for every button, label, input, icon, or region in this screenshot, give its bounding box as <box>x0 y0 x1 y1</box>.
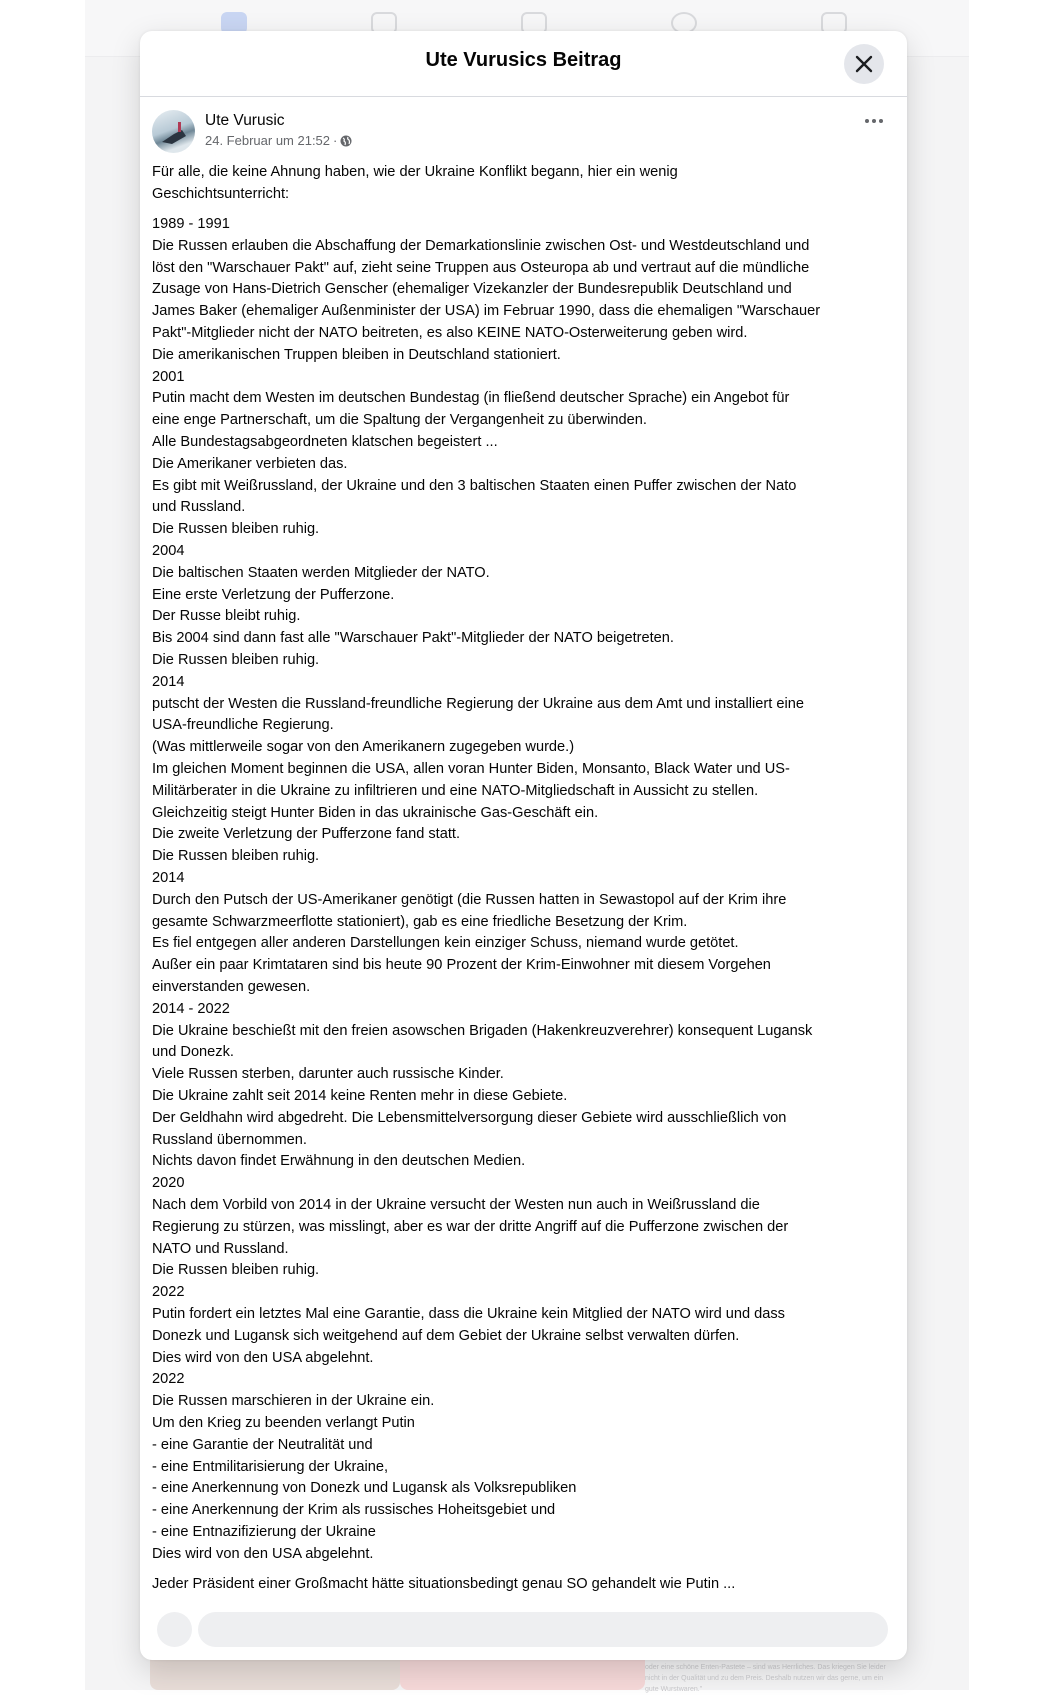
post-body-line: Durch den Putsch der US-Amerikaner genötigt (die Russen hatten in Sewastopol auf der Krim ihre <box>152 891 787 908</box>
post-body-line: und Donezk. <box>152 1044 234 1061</box>
post-body-line: Die amerikanischen Truppen bleiben in Deutschland stationiert. <box>152 346 561 363</box>
post-body-line: Bis 2004 sind dann fast alle "Warschauer Pakt"-Mitglieder der NATO beigetreten. <box>152 630 674 647</box>
post-closing-line: Jeder Präsident einer Großmacht hätte situationsbedingt genau SO gehandelt wie Putin ... <box>152 1576 736 1592</box>
post-body-line: einverstanden gewesen. <box>152 979 311 995</box>
more-horizontal-icon <box>865 119 883 123</box>
post-body-line: Nichts davon findet Erwähnung in den deutschen Medien. <box>152 1153 526 1170</box>
post-body-line: Die Russen erlauben die Abschaffung der Demarkationslinie zwischen Ost- und Westdeutschland und <box>152 237 810 254</box>
post-body-line: Gleichzeitig steigt Hunter Biden in das ukrainische Gas-Geschäft ein. <box>152 804 599 821</box>
post-body-line: Zusage von Hans-Dietrich Genscher (ehemaliger Vizekanzler der Bundesrepublik Deutschland und <box>152 281 792 298</box>
author-avatar[interactable] <box>152 110 195 153</box>
post-body-line: Die Russen bleiben ruhig. <box>152 848 320 865</box>
post-body-line: 2014 <box>152 673 185 690</box>
post-body-line: 2020 <box>152 1175 185 1192</box>
post-body-line: Die Amerikaner verbieten das. <box>152 455 348 472</box>
post-body-line: - eine Entmilitarisierung der Ukraine, <box>152 1458 389 1475</box>
post-body-line: Um den Krieg zu beenden verlangt Putin <box>152 1415 415 1431</box>
close-icon <box>855 55 873 73</box>
post-body-line: 2001 <box>152 368 185 385</box>
post-body-line: NATO und Russland. <box>152 1240 289 1257</box>
post-body-line: Alle Bundestagsabgeordneten klatschen begeistert ... <box>152 434 498 450</box>
dialog-title: Ute Vurusics Beitrag <box>425 49 622 71</box>
background-snippet-line: nicht in der Qualität und zu dem Preis. Deshalb nutzen wir das gerne, um ein <box>645 1675 884 1682</box>
post-body-line: eine enge Partnerschaft, um die Spaltung der Vergangenheit zu überwinden. <box>152 412 647 429</box>
post-body-line: 2004 <box>152 543 185 559</box>
post-dialog <box>140 31 907 1660</box>
post-body-line: Pakt"-Mitglieder nicht der NATO beitreten, es also KEINE NATO-Osterweiterung geben wird. <box>152 325 748 341</box>
post-body-line: Regierung zu stürzen, was misslingt, aber es war der dritte Angriff auf die Pufferzone zwischen der <box>152 1218 789 1235</box>
post-body-line: und Russland. <box>152 499 246 516</box>
post-meta <box>205 133 352 148</box>
post-body-line: Nach dem Vorbild von 2014 in der Ukraine versucht der Westen nun auch in Weißrussland die <box>152 1197 760 1213</box>
meta-separator: · <box>333 133 338 148</box>
post-body-line: 2022 <box>152 1371 185 1388</box>
more-options-button[interactable] <box>856 111 892 131</box>
post-body-line: löst den "Warschauer Pakt" auf, zieht seine Truppen aus Osteuropa ab und vertraut auf die mündliche <box>152 259 810 276</box>
post-body-line: Der Russe bleibt ruhig. <box>152 608 301 625</box>
post-body-line: - eine Anerkennung der Krim als russisches Hoheitsgebiet und <box>152 1502 556 1519</box>
post-body-line: (Was mittlerweile sogar von den Amerikanern zugegeben wurde.) <box>152 739 575 756</box>
post-body-line: Außer ein paar Krimtataren sind bis heute 90 Prozent der Krim-Einwohner mit diesem Vorgehen <box>152 957 771 974</box>
post-body-line: Dies wird von den USA abgelehnt. <box>152 1349 374 1366</box>
post-body-line: 2022 <box>152 1284 185 1301</box>
post-intro-line: Geschichtsunterricht: <box>152 185 290 202</box>
background-snippet <box>645 1662 895 1695</box>
post-body-line: Die Russen marschieren in der Ukraine ein. <box>152 1393 435 1410</box>
post-body-line: Putin macht dem Westen im deutschen Bundestag (in fließend deutscher Sprache) ein Angebot für <box>152 390 790 407</box>
post-body-line: - eine Entnazifizierung der Ukraine <box>152 1524 376 1540</box>
post-body-line: Die Russen bleiben ruhig. <box>152 1262 320 1279</box>
post-body-line: - eine Garantie der Neutralität und <box>152 1436 373 1453</box>
post-body-line: Die Ukraine beschießt mit den freien asowschen Brigaden (Hakenkreuzverehrer) konsequent Lugansk <box>152 1022 813 1039</box>
post-body-line: Es gibt mit Weißrussland, der Ukraine und den 3 baltischen Staaten einen Puffer zwischen der Nato <box>152 477 797 494</box>
globe-icon <box>340 135 352 147</box>
post-body-line: gesamte Schwarzmeerflotte stationiert), gab es eine friedliche Besetzung der Krim. <box>152 913 688 930</box>
post-body-line: Die Ukraine zahlt seit 2014 keine Renten mehr in diese Gebiete. <box>152 1088 568 1104</box>
post-body-line: Die zweite Verletzung der Pufferzone fand statt. <box>152 826 461 843</box>
post-body-line: 2014 - 2022 <box>152 1000 230 1017</box>
post-body-line: 2014 <box>152 870 185 886</box>
post-body-line: Putin fordert ein letztes Mal eine Garantie, dass die Ukraine kein Mitglied der NATO wird und dass <box>152 1306 785 1322</box>
commenter-avatar <box>157 1612 192 1647</box>
post-intro-line: Für alle, die keine Ahnung haben, wie der Ukraine Konflikt begann, hier ein wenig <box>152 164 678 180</box>
post-body-line: USA-freundliche Regierung. <box>152 717 334 734</box>
dialog-header <box>140 31 907 97</box>
post-body-line: Die Russen bleiben ruhig. <box>152 652 320 668</box>
post-body-line: Militärberater in die Ukraine zu infiltrieren und eine NATO-Mitgliedschaft in Aussicht zu stellen. <box>152 782 759 799</box>
post-body-line: James Baker (ehemaliger Außenminister der USA) im Februar 1990, dass die ehemaligen "Warschauer <box>152 303 821 320</box>
post-body-line: Eine erste Verletzung der Pufferzone. <box>152 586 395 603</box>
close-button[interactable] <box>844 44 884 84</box>
comment-input[interactable] <box>198 1612 888 1647</box>
post-body-line: Donezk und Lugansk sich weitgehend auf dem Gebiet der Ukraine selbst verwalten dürfen. <box>152 1327 740 1344</box>
post-body-line: 1989 - 1991 <box>152 216 230 232</box>
post-body-line: putscht der Westen die Russland-freundliche Regierung der Ukraine aus dem Amt und installiert eine <box>152 695 804 712</box>
post-body-line: Viele Russen sterben, darunter auch russische Kinder. <box>152 1066 504 1083</box>
post-timestamp[interactable]: 24. Februar um 21:52 <box>205 133 331 148</box>
post-body-line: Dies wird von den USA abgelehnt. <box>152 1545 374 1562</box>
post-body-line: Der Geldhahn wird abgedreht. Die Lebensmittelversorgung dieser Gebiete wird ausschließlich von <box>152 1109 787 1126</box>
post-body-line: Die baltischen Staaten werden Mitglieder der NATO. <box>152 564 490 581</box>
post-body-line: Im gleichen Moment beginnen die USA, allen voran Hunter Biden, Monsanto, Black Water und US- <box>152 761 790 777</box>
post-body-line: Die Russen bleiben ruhig. <box>152 521 320 538</box>
author-name[interactable]: Ute Vurusic <box>205 112 285 129</box>
post-body-line: - eine Anerkennung von Donezk und Lugansk als Volksrepubliken <box>152 1480 577 1497</box>
post-body-line: Russland übernommen. <box>152 1131 307 1148</box>
post-body-line: Es fiel entgegen aller anderen Darstellungen kein einziger Schuss, niemand wurde getötet. <box>152 935 739 952</box>
background-snippet-line: oder eine schöne Enten-Pastete – sind was Herrliches. Das kriegen Sie leider <box>645 1664 886 1671</box>
background-snippet-line: gute Wurstwaren." <box>645 1686 703 1693</box>
